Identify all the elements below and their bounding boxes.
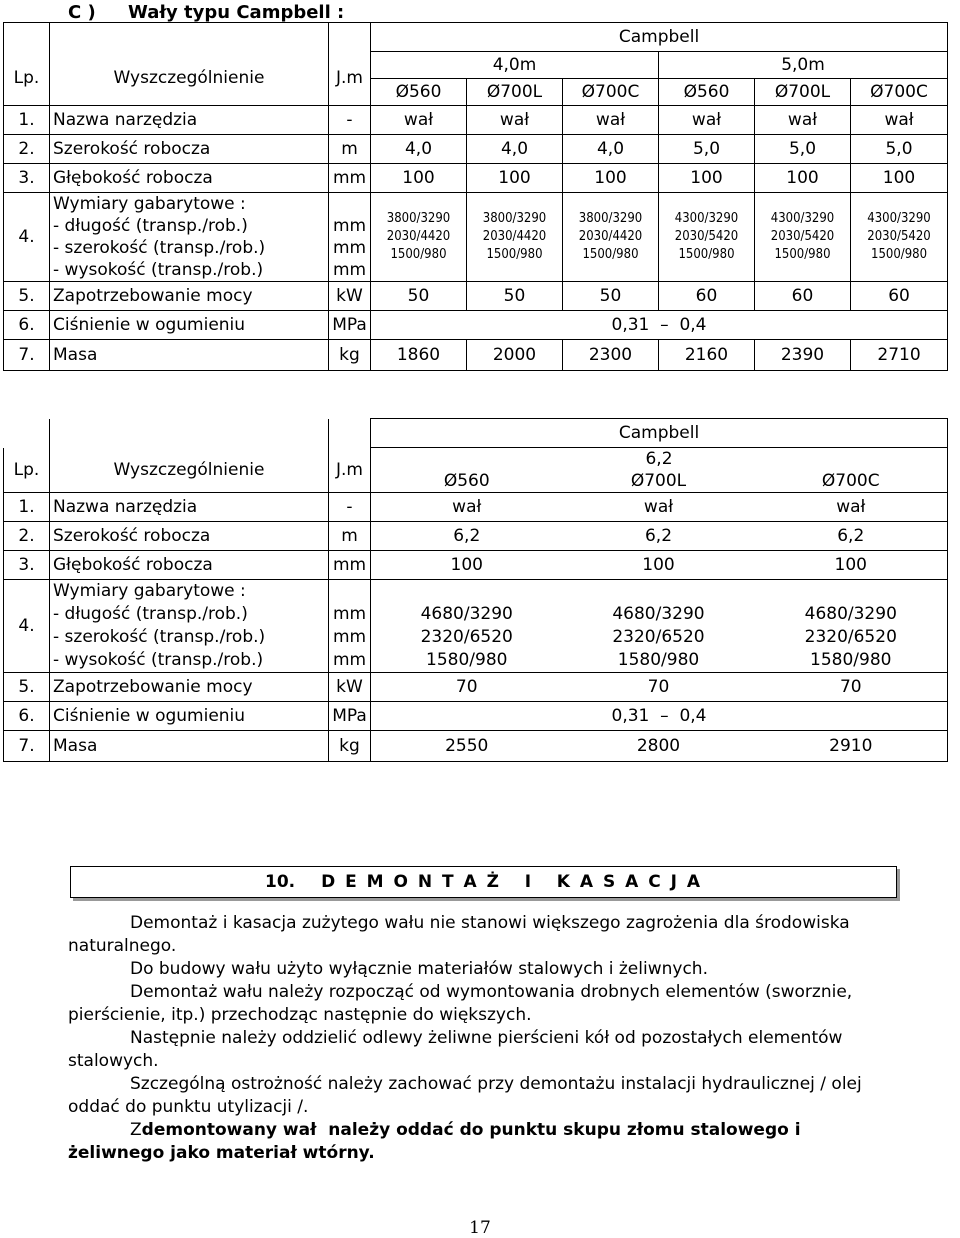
cell-value: 2800 (563, 731, 755, 762)
dimensions-value: 3800/3290 2030/4420 1500/980 (371, 193, 467, 282)
cell-value: 100 (659, 164, 755, 193)
row-description: Zapotrzebowanie mocy (50, 673, 329, 702)
header-unit: J.m (329, 448, 371, 493)
cell-value: wał (467, 106, 563, 135)
row-description: Nazwa narzędzia (50, 493, 329, 522)
cell-value: 4,0 (563, 135, 659, 164)
section-heading-number: C ) (68, 2, 96, 23)
width-header-5m: 5,0m (659, 52, 948, 79)
cell-value: wał (755, 493, 948, 522)
row-unit: mm (329, 164, 371, 193)
row-number: 7. (4, 731, 50, 762)
row-unit: MPa (329, 702, 371, 731)
dimensions-value: 4300/3290 2030/5420 1500/980 (851, 193, 948, 282)
paragraph: Następnie należy oddzielić odlewy żeliwne pierścieni kół od pozostałych elementów stalowych. (68, 1028, 843, 1071)
table-row (4, 731, 948, 762)
header-description: Wyszczególnienie (50, 448, 329, 493)
final-note (68, 1119, 898, 1165)
cell-value: 50 (371, 282, 467, 311)
dimensions-value: 4680/3290 2320/6520 1580/980 (755, 580, 948, 673)
row-number: 6. (4, 311, 50, 340)
dimensions-title: Wymiary gabarytowe : (53, 194, 246, 214)
table-row (4, 551, 948, 580)
dimension-unit: mm (332, 627, 367, 647)
variant-header: Ø560 (371, 79, 467, 106)
cell-value: 70 (371, 673, 563, 702)
row-number: 1. (4, 493, 50, 522)
variant-header: Ø700L (755, 79, 851, 106)
dimension-label: - szerokość (transp./rob.) (53, 238, 266, 258)
row-unit: kg (329, 340, 371, 371)
cell-value: 60 (659, 282, 755, 311)
table-row (4, 522, 948, 551)
row-unit: MPa (329, 311, 371, 340)
row-description: Głębokość robocza (50, 551, 329, 580)
header-lp: Lp. (4, 448, 50, 493)
cell-value: 100 (563, 551, 755, 580)
cell-value: 100 (755, 164, 851, 193)
variant-header: Ø560 (371, 470, 563, 493)
table-row (4, 135, 948, 164)
dimension-unit: mm (332, 216, 367, 236)
variant-header: Ø700L (467, 79, 563, 106)
dimension-unit: mm (332, 238, 367, 258)
row-number: 3. (4, 164, 50, 193)
cell-value: 4,0 (467, 135, 563, 164)
row-number: 4. (4, 580, 50, 673)
cell-value: 100 (851, 164, 948, 193)
cell-value: 5,0 (851, 135, 948, 164)
row-description: Szerokość robocza (50, 135, 329, 164)
dimensions-description (50, 193, 329, 282)
table-row (4, 340, 948, 371)
section-heading-title: Wały typu Campbell : (128, 2, 345, 23)
row-unit: - (329, 106, 371, 135)
dimensions-value: 4680/3290 2320/6520 1580/980 (563, 580, 755, 673)
table-row (4, 106, 948, 135)
dimensions-title: Wymiary gabarytowe : (53, 581, 246, 601)
paragraph: Demontaż wału należy rozpocząć od wymontowania drobnych elementów (sworznie, pierścienie, itp.) przechodząc następnie do większych. (68, 982, 853, 1025)
spec-table-campbell-6-2m (3, 418, 948, 762)
dimension-label: - wysokość (transp./rob.) (53, 260, 264, 280)
row-number: 5. (4, 282, 50, 311)
cell-value: wał (371, 106, 467, 135)
cell-value: wał (659, 106, 755, 135)
cell-value: 2710 (851, 340, 948, 371)
section-10-header (70, 866, 897, 898)
dimension-unit: mm (332, 604, 367, 624)
brand-header: Campbell (371, 23, 948, 52)
cell-value: wał (851, 106, 948, 135)
row-number: 2. (4, 522, 50, 551)
cell-value: 100 (371, 551, 563, 580)
row-description: Zapotrzebowanie mocy (50, 282, 329, 311)
table-row-dimensions (4, 193, 948, 282)
table-row (4, 493, 948, 522)
cell-value: 1860 (371, 340, 467, 371)
page-number: 17 (469, 1218, 491, 1238)
dimensions-value: 4680/3290 2320/6520 1580/980 (371, 580, 563, 673)
cell-value: 2910 (755, 731, 948, 762)
row-description: Masa (50, 731, 329, 762)
cell-value: 4,0 (371, 135, 467, 164)
cell-value: 2000 (467, 340, 563, 371)
variant-header: Ø700C (851, 79, 948, 106)
cell-value: 70 (563, 673, 755, 702)
row-description: Ciśnienie w ogumieniu (50, 702, 329, 731)
row-unit: kW (329, 282, 371, 311)
dimensions-description (50, 580, 329, 673)
row-description: Ciśnienie w ogumieniu (50, 311, 329, 340)
dimension-label: - wysokość (transp./rob.) (53, 650, 264, 670)
dimensions-units (329, 193, 371, 282)
cell-value: 5,0 (659, 135, 755, 164)
header-description: Wyszczególnienie (50, 52, 329, 106)
paragraph: Do budowy wału użyto wyłącznie materiałów stalowych i żeliwnych. (130, 959, 708, 979)
cell-value: 100 (563, 164, 659, 193)
cell-value: 100 (371, 164, 467, 193)
brand-header: Campbell (371, 419, 948, 448)
table-row (4, 311, 948, 340)
cell-value: 5,0 (755, 135, 851, 164)
disposal-text (68, 912, 898, 1165)
cell-value: 6,2 (755, 522, 948, 551)
cell-value: 100 (755, 551, 948, 580)
row-unit: mm (329, 551, 371, 580)
paragraph: Demontaż i kasacja zużytego wału nie stanowi większego zagrożenia dla środowiska naturalnego. (68, 913, 850, 956)
header-lp: Lp. (4, 52, 50, 106)
dimension-unit: mm (332, 650, 367, 670)
cell-value: 0,31 – 0,4 (371, 702, 948, 731)
cell-value: wał (563, 106, 659, 135)
cell-value: 60 (755, 282, 851, 311)
spec-table-campbell-4-5m (3, 22, 948, 371)
dimensions-value: 3800/3290 2030/4420 1500/980 (467, 193, 563, 282)
final-note-bold: demontowany wał należy oddać do punktu skupu złomu stalowego i żeliwnego jako materiał wtórny. (68, 1120, 807, 1163)
table-row (4, 164, 948, 193)
row-description: Masa (50, 340, 329, 371)
table-row (4, 673, 948, 702)
table-row (4, 702, 948, 731)
dimensions-units (329, 580, 371, 673)
dimension-unit: mm (332, 260, 367, 280)
variant-header: Ø560 (659, 79, 755, 106)
row-number: 6. (4, 702, 50, 731)
table-row (4, 282, 948, 311)
section-heading (68, 2, 344, 23)
cell-value: 2300 (563, 340, 659, 371)
row-unit: m (329, 135, 371, 164)
row-unit: kW (329, 673, 371, 702)
cell-value: 50 (467, 282, 563, 311)
cell-value: 2160 (659, 340, 755, 371)
paragraph: Szczególną ostrożność należy zachować przy demontażu instalacji hydraulicznej / olej oddać do punktu utylizacji /. (68, 1074, 862, 1117)
cell-value: 100 (467, 164, 563, 193)
width-header-6-2m: 6,2 (371, 448, 948, 471)
dimension-label: - długość (transp./rob.) (53, 604, 248, 624)
row-description: Nazwa narzędzia (50, 106, 329, 135)
dimensions-value: 4300/3290 2030/5420 1500/980 (659, 193, 755, 282)
cell-value: wał (755, 106, 851, 135)
row-number: 7. (4, 340, 50, 371)
row-number: 4. (4, 193, 50, 282)
row-number: 2. (4, 135, 50, 164)
dimension-label: - długość (transp./rob.) (53, 216, 248, 236)
dimensions-value: 4300/3290 2030/5420 1500/980 (755, 193, 851, 282)
variant-header: Ø700L (563, 470, 755, 493)
cell-value: 6,2 (563, 522, 755, 551)
row-number: 3. (4, 551, 50, 580)
row-unit: - (329, 493, 371, 522)
cell-value: wał (563, 493, 755, 522)
row-number: 5. (4, 673, 50, 702)
row-unit: m (329, 522, 371, 551)
variant-header: Ø700C (755, 470, 948, 493)
cell-value: 0,31 – 0,4 (371, 311, 948, 340)
final-note-first-letter: Z (130, 1120, 142, 1140)
table-row-dimensions (4, 580, 948, 673)
row-description: Głębokość robocza (50, 164, 329, 193)
cell-value: 50 (563, 282, 659, 311)
section-number: 10. (265, 872, 296, 892)
cell-value: 70 (755, 673, 948, 702)
row-description: Szerokość robocza (50, 522, 329, 551)
cell-value: 2390 (755, 340, 851, 371)
cell-value: 2550 (371, 731, 563, 762)
width-header-4m: 4,0m (371, 52, 659, 79)
row-number: 1. (4, 106, 50, 135)
cell-value: 60 (851, 282, 948, 311)
row-unit: kg (329, 731, 371, 762)
header-unit: J.m (329, 52, 371, 106)
cell-value: wał (371, 493, 563, 522)
section-title: D E M O N T A Ż I K A S A C J A (321, 872, 702, 892)
variant-header: Ø700C (563, 79, 659, 106)
dimension-label: - szerokość (transp./rob.) (53, 627, 266, 647)
cell-value: 6,2 (371, 522, 563, 551)
dimensions-value: 3800/3290 2030/4420 1500/980 (563, 193, 659, 282)
